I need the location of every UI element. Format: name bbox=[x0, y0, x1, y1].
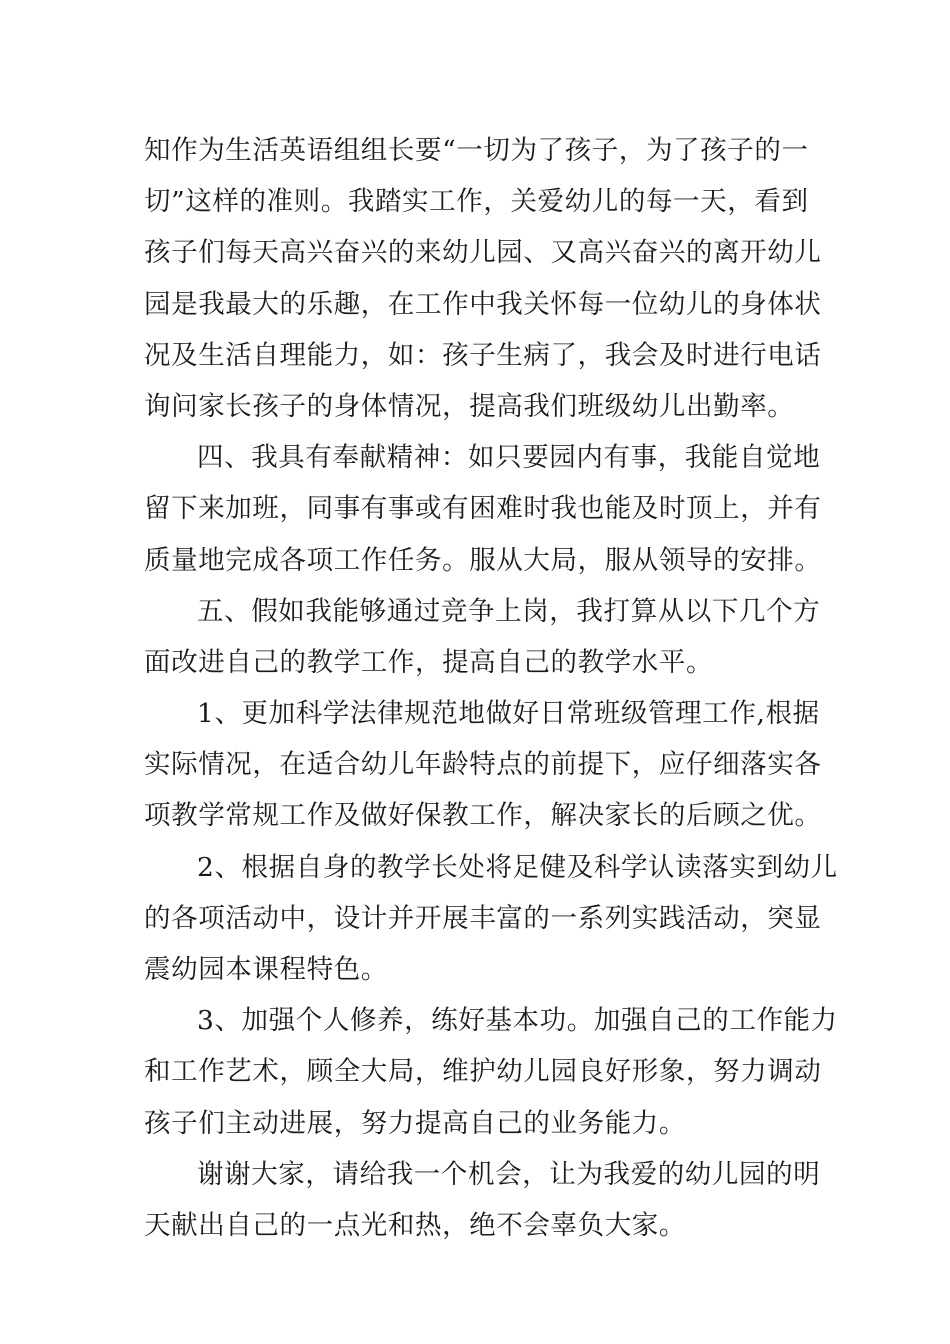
text-line: 孩子们主动进展，努力提高自己的业务能力。 bbox=[144, 1107, 686, 1139]
text-line: 五、假如我能够通过竞争上岗，我打算从以下几个方 bbox=[197, 595, 821, 627]
paragraph-section-five bbox=[144, 586, 821, 688]
text-line: 天献出自己的一点光和热，绝不会辜负大家。 bbox=[144, 1209, 686, 1241]
text-line: 谢谢大家，请给我一个机会，让为我爱的幼儿园的明 bbox=[197, 1158, 821, 1190]
text-line: 孩子们每天高兴奋兴的来幼儿园、又高兴奋兴的离开幼儿 bbox=[144, 237, 822, 269]
text-line: 3、加强个人修养，练好基本功。加强自己的工作能力 bbox=[197, 1005, 838, 1037]
document-body bbox=[144, 125, 838, 1251]
text-line: 四、我具有奉献精神：如只要园内有事，我能自觉地 bbox=[197, 442, 821, 474]
text-line: 面改进自己的教学工作，提高自己的教学水平。 bbox=[144, 646, 714, 678]
text-line: 质量地完成各项工作任务。服从大局，服从领导的安排。 bbox=[144, 544, 822, 576]
text-line: 2、根据自身的教学长处将足健及科学认读落实到幼儿 bbox=[197, 851, 838, 883]
paragraph-item-3 bbox=[144, 995, 838, 1149]
text-line: 实际情况，在适合幼儿年龄特点的前提下，应仔细落实各 bbox=[144, 749, 822, 781]
text-line: 震幼园本课程特色。 bbox=[144, 954, 388, 985]
text-line: 留下来加班，同事有事或有困难时我也能及时顶上，并有 bbox=[144, 493, 822, 525]
text-line: 项教学常规工作及做好保教工作，解决家长的后顾之优。 bbox=[144, 800, 822, 832]
text-line: 的各项活动中，设计并开展丰富的一系列实践活动，突显 bbox=[144, 902, 822, 934]
text-line: 况及生活自理能力，如：孩子生病了，我会及时进行电话 bbox=[144, 339, 822, 371]
text-line: 园是我最大的乐趣，在工作中我关怀每一位幼儿的身体状 bbox=[144, 288, 822, 320]
text-line: 切”这样的准则。我踏实工作，关爱幼儿的每一天，看到 bbox=[144, 186, 809, 218]
paragraph-section-four bbox=[144, 432, 822, 586]
text-line: 询问家长孩子的身体情况，提高我们班级幼儿出勤率。 bbox=[144, 390, 795, 422]
paragraph-closing bbox=[144, 1149, 821, 1251]
text-line: 1、更加科学法律规范地做好日常班级管理工作,根据 bbox=[197, 698, 820, 730]
paragraph-item-2 bbox=[144, 842, 838, 996]
paragraph-item-1 bbox=[144, 688, 822, 842]
paragraph-intro bbox=[144, 125, 822, 432]
text-line: 和工作艺术，顾全大局，维护幼儿园良好形象，努力调动 bbox=[144, 1056, 822, 1088]
text-line: 知作为生活英语组组长要“一切为了孩子，为了孩子的一 bbox=[144, 135, 809, 166]
